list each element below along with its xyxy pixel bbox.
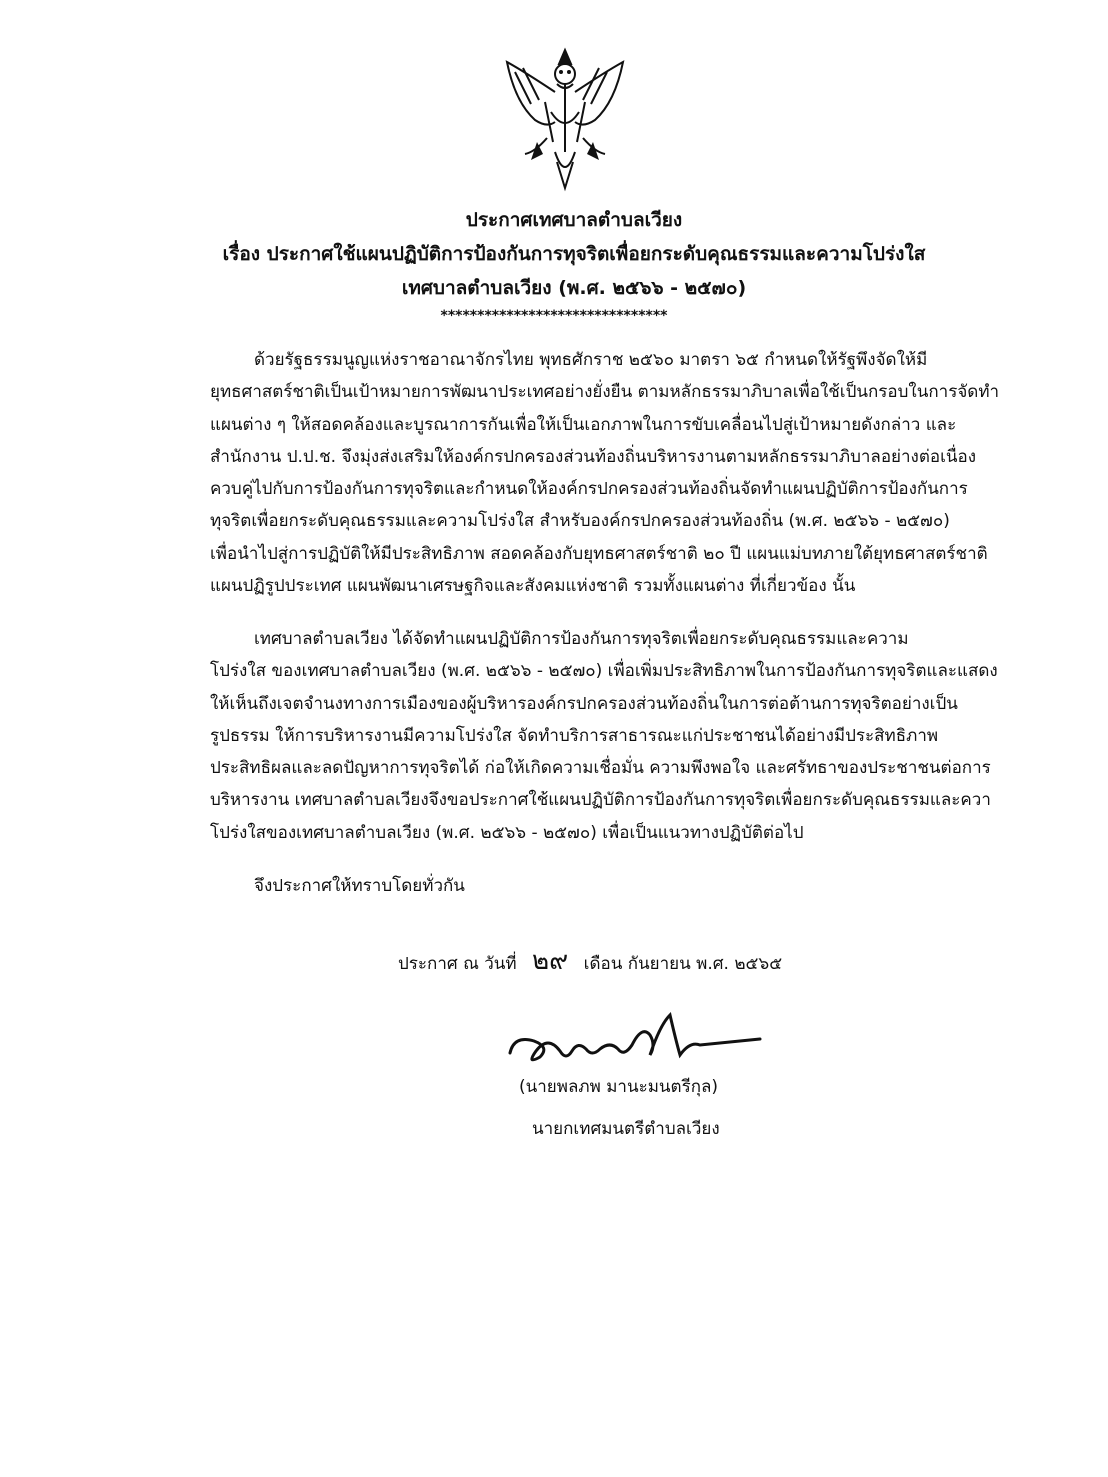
paragraph-line: รูปธรรม ให้การบริหารงานมีความโปร่งใส จัดทำบริการสาธารณะแก่ประชาชนได้อย่างมีประสิทธิภาพ [210, 725, 939, 746]
announcement-title: ประกาศเทศบาลตำบลเวียง [465, 209, 683, 231]
date-prefix: ประกาศ ณ วันที่ [398, 954, 517, 974]
signatory-name: (นายพลภพ มานะมนตรีกุล) [519, 1077, 719, 1097]
paragraph-2 [210, 623, 1010, 849]
announcement-date [398, 940, 782, 981]
announcement-subject-line2: เทศบาลตำบลเวียง (พ.ศ. ๒๕๖๖ - ๒๕๗๐) [401, 277, 747, 299]
paragraph-line: บริหารงาน เทศบาลตำบลเวียงจึงขอประกาศใช้แผนปฏิบัติการป้องกันการทุจริตเพื่อยกระดับคุณธรรมและควา [210, 790, 991, 811]
date-suffix: เดือน กันยายน พ.ศ. ๒๕๖๕ [583, 954, 783, 974]
paragraph-line: โปร่งใส ของเทศบาลตำบลเวียง (พ.ศ. ๒๕๖๖ - ๒๕๗๐) เพื่อเพิ่มประสิทธิภาพในการป้องกันการทุจริตและแสดง [210, 661, 998, 682]
paragraph-line: ด้วยรัฐธรรมนูญแห่งราชอาณาจักรไทย พุทธศักราช ๒๕๖๐ มาตรา ๖๕ กำหนดให้รัฐพึงจัดให้มี [254, 350, 928, 370]
paragraph-line: แผนปฏิรูปประเทศ แผนพัฒนาเศรษฐกิจและสังคมแห่งชาติ รวมทั้งแผนต่าง ที่เกี่ยวข้อง นั้น [210, 576, 856, 597]
paragraph-line: ให้เห็นถึงเจตจำนงทางการเมืองของผู้บริหารองค์กรปกครองส่วนท้องถิ่นในการต่อต้านการทุจริตอย่างเป็น [210, 693, 958, 714]
separator-stars: ******************************* [440, 308, 668, 324]
paragraph-line: แผนต่าง ๆ ให้สอดคล้องและบูรณาการกันเพื่อให้เป็นเอกภาพในการขับเคลื่อนไปสู่เป้าหมายดังกล่าว และ [210, 414, 957, 435]
paragraph-line: ทุจริตเพื่อยกระดับคุณธรรมและความโปร่งใส สำหรับองค์กรปกครองส่วนท้องถิ่น (พ.ศ. ๒๕๖๖ - ๒๕๗๐) [210, 511, 950, 532]
paragraph-line: โปร่งใสของเทศบาลตำบลเวียง (พ.ศ. ๒๕๖๖ - ๒๕๗๐) เพื่อเป็นแนวทางปฏิบัติต่อไป [210, 822, 804, 843]
closing-paragraph [210, 870, 1010, 902]
paragraph-line: ยุทธศาสตร์ชาติเป็นเป้าหมายการพัฒนาประเทศอย่างยั่งยืน ตามหลักธรรมาภิบาลเพื่อใช้เป็นกรอบในการจัดทำ [210, 382, 1000, 403]
garuda-emblem [495, 42, 635, 192]
closing-text: จึงประกาศให้ทราบโดยทั่วกัน [254, 876, 465, 896]
paragraph-line: เพื่อนำไปสู่การปฏิบัติให้มีประสิทธิภาพ สอดคล้องกับยุทธศาสตร์ชาติ ๒๐ ปี แผนแม่บทภายใต้ยุทธศาสตร์ชาติ [210, 543, 988, 564]
paragraph-line: ประสิทธิผลและลดปัญหาการทุจริตได้ ก่อให้เกิดความเชื่อมั่น ความพึงพอใจ และศรัทธาของประชาชนต่อการ [210, 758, 991, 779]
announcement-subject: เรื่อง ประกาศใช้แผนปฏิบัติการป้องกันการทุจริตเพื่อยกระดับคุณธรรมและความโปร่งใส [222, 243, 926, 265]
paragraph-1 [210, 344, 1010, 602]
paragraph-line: เทศบาลตำบลเวียง ได้จัดทำแผนปฏิบัติการป้องกันการทุจริตเพื่อยกระดับคุณธรรมและความ [254, 629, 909, 649]
date-day: ๒๙ [532, 946, 569, 976]
paragraph-line: ควบคู่ไปกับการป้องกันการทุจริตและกำหนดให้องค์กรปกครองส่วนท้องถิ่นจัดทำแผนปฏิบัติการป้องกันการ [210, 479, 968, 500]
paragraph-line: สำนักงาน ป.ป.ช. จึงมุ่งส่งเสริมให้องค์กรปกครองส่วนท้องถิ่นบริหารงานตามหลักธรรมาภิบาลอย่างต่อเนื่อง [210, 446, 977, 467]
signatory-position: นายกเทศมนตรีตำบลเวียง [532, 1119, 720, 1139]
